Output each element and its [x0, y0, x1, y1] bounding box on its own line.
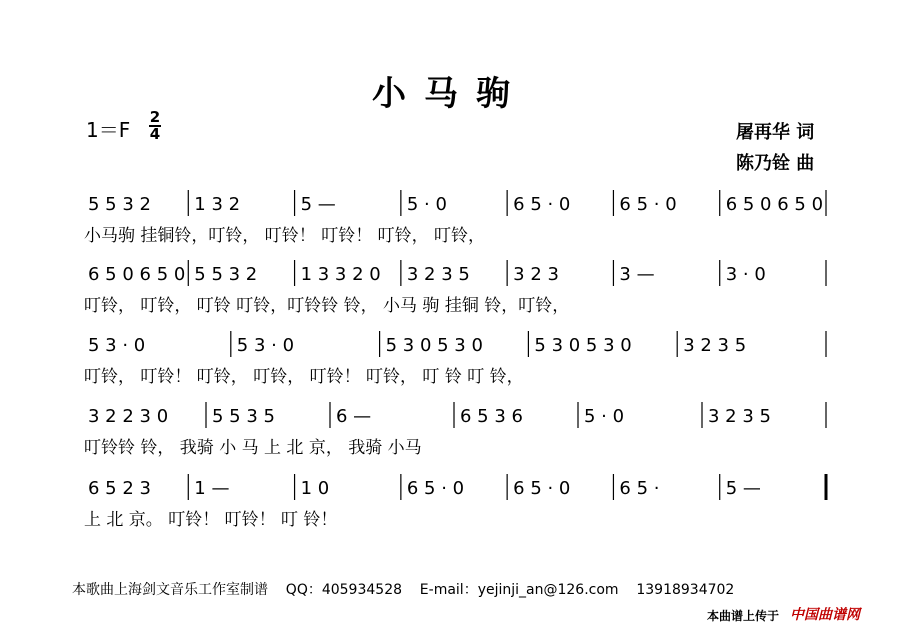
measure-notes: 6 5 · — [619, 478, 660, 499]
measure-notes: 3 2 3 — [513, 264, 559, 285]
measure-notes: 6 5 · 0 — [619, 194, 677, 215]
lyric-line: 小马驹 挂铜铃，叮铃， 叮铃！ 叮铃！ 叮铃， 叮铃， — [84, 226, 486, 246]
measure-notes: 5 3 0 5 3 0 — [534, 335, 632, 356]
measure-notes: 5 3 0 5 3 0 — [385, 335, 483, 356]
lyric-line: 叮铃铃 铃， 我骑 小 马 上 北 京， 我骑 小马 — [84, 438, 422, 458]
measure-notes: 5 — — [300, 194, 336, 215]
measure-notes: 5 · 0 — [406, 194, 447, 215]
song-title: 小马驹 — [372, 74, 528, 114]
lyric-line: 叮铃， 叮铃， 叮铃 叮铃，叮铃铃 铃， 小马 驹 挂铜 铃，叮铃， — [84, 296, 570, 316]
measure-notes: 3 2 3 5 — [406, 264, 470, 285]
measure-notes: 5 3 · 0 — [236, 335, 295, 356]
measure-notes: 6 5 · 0 — [513, 194, 571, 215]
measure-notes: 3 2 3 5 — [708, 406, 771, 427]
measure-notes: 6 5 2 3 — [88, 478, 151, 499]
measure-notes: 6 5 3 6 — [460, 406, 523, 427]
site-logo: 中国曲谱网 — [790, 607, 860, 623]
composer-credit: 陈乃铨 曲 — [736, 153, 815, 174]
measure-notes: 6 5 · 0 — [406, 478, 465, 499]
footer-credits: 本歌曲上海剑文音乐工作室制谱 QQ：405934528 E-mail：yejinji_an@126.com 13918934702 — [72, 582, 735, 598]
key-signature: 1＝F — [86, 118, 131, 142]
measure-notes: 3 2 2 3 0 — [88, 406, 169, 427]
measure-notes: 6 5 0 6 5 0 — [725, 194, 824, 215]
measure-notes: 5 5 3 5 — [212, 406, 275, 427]
upload-label: 本曲谱上传于 — [707, 609, 780, 623]
measure-notes: 5 — — [725, 478, 761, 499]
measure-notes: 6 5 · 0 — [513, 478, 571, 499]
measure-notes: 6 — — [336, 406, 372, 427]
measure-notes: 5 5 3 2 — [88, 194, 151, 215]
measure-notes: 6 5 0 6 5 0 — [88, 264, 186, 285]
measure-notes: 1 0 — [300, 478, 330, 499]
measure-notes: 1 3 2 — [194, 194, 241, 215]
measure-notes: 3 · 0 — [725, 264, 766, 285]
measure-notes: 5 · 0 — [584, 406, 625, 427]
measure-notes: 1 — — [194, 478, 230, 499]
measure-notes: 3 2 3 5 — [683, 335, 747, 356]
lyric-line: 上 北 京。 叮铃！ 叮铃！ 叮 铃！ — [84, 510, 338, 530]
lyricist-credit: 屠再华 词 — [736, 122, 815, 143]
time-signature-bottom: 4 — [149, 125, 161, 143]
measure-notes: 5 5 3 2 — [194, 264, 258, 285]
time-signature-top: 2 — [149, 108, 161, 126]
measure-notes: 5 3 · 0 — [88, 335, 146, 356]
lyric-line: 叮铃， 叮铃！ 叮铃， 叮铃， 叮铃！ 叮铃， 叮 铃 叮 铃， — [84, 367, 524, 387]
measure-notes: 1 3 3 2 0 — [300, 264, 381, 285]
measure-notes: 3 — — [619, 264, 655, 285]
